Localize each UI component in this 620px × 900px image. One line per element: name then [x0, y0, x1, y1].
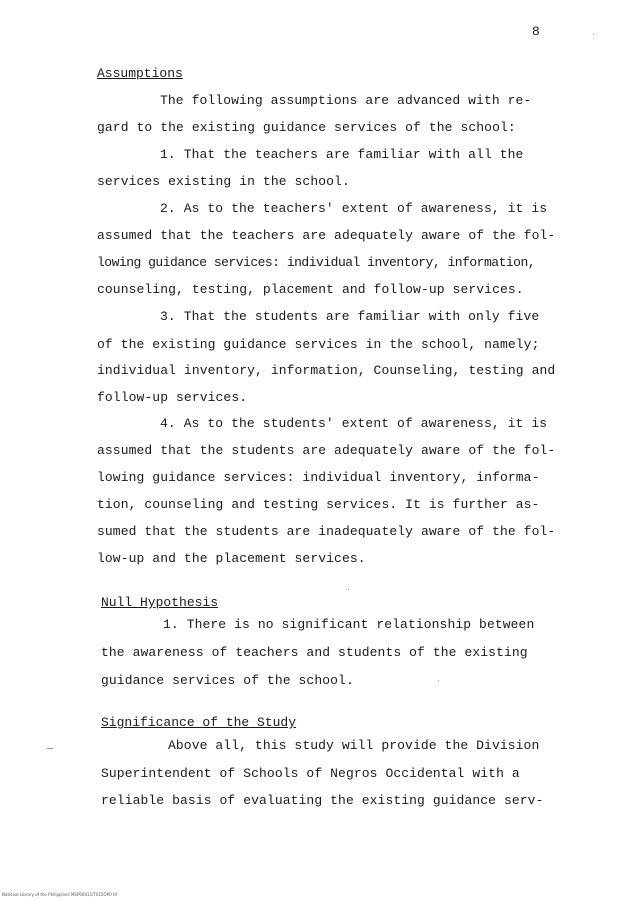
assumptions-line: of the existing guidance services in the school, namely; — [97, 337, 540, 352]
assumptions-line: 4. As to the students' extent of awareness, it is — [160, 416, 548, 431]
assumptions-line: lowing guidance services: individual inventory, informa- — [97, 470, 540, 485]
assumptions-heading: Assumptions — [97, 66, 183, 81]
scan-speck — [593, 34, 594, 35]
assumptions-line: individual inventory, information, Counseling, testing and — [97, 363, 556, 378]
page-number: 8 — [532, 24, 540, 39]
null-hypothesis-heading: Null Hypothesis — [101, 595, 219, 610]
significance-line: Superintendent of Schools of Negros Occidental with a — [101, 766, 520, 781]
null-hypothesis-line: 1. There is no significant relationship between — [163, 617, 535, 632]
null-hypothesis-line: the awareness of teachers and students of the existing — [101, 645, 528, 660]
significance-line: Above all, this study will provide the Division — [168, 738, 540, 753]
scan-speck — [348, 589, 349, 590]
significance-heading: Significance of the Study — [101, 715, 297, 730]
assumptions-line: assumed that the teachers are adequately aware of the fol- — [97, 228, 556, 243]
assumptions-line: counseling, testing, placement and follow-up services. — [97, 282, 524, 297]
assumptions-line: follow-up services. — [97, 390, 248, 405]
null-hypothesis-line: guidance services of the school. — [101, 673, 354, 688]
assumptions-line: tion, counseling and testing services. It is further as- — [97, 497, 540, 512]
significance-line: reliable basis of evaluating the existing guidance serv- — [101, 793, 544, 808]
assumptions-line: 1. That the teachers are familiar with all the — [160, 147, 524, 162]
assumptions-line: 2. As to the teachers' extent of awareness, it is — [160, 201, 548, 216]
assumptions-line: lowing guidance services: individual inventory, information, — [97, 255, 536, 270]
assumptions-line: 3. That the students are familiar with only five — [160, 309, 540, 324]
assumptions-line: low-up and the placement services. — [97, 551, 366, 566]
assumptions-line: sumed that the students are inadequately aware of the fol- — [97, 524, 556, 539]
scan-speck — [438, 680, 439, 681]
assumptions-line: gard to the existing guidance services of the school: — [97, 120, 516, 135]
assumptions-line: assumed that the students are adequately aware of the fol- — [97, 443, 556, 458]
archive-footer: National Library of the Philippines MSP00011/T015OP0 tif — [2, 892, 117, 897]
assumptions-line: services existing in the school. — [97, 174, 350, 189]
assumptions-line: The following assumptions are advanced with re- — [160, 93, 532, 108]
scan-speck — [47, 748, 53, 749]
